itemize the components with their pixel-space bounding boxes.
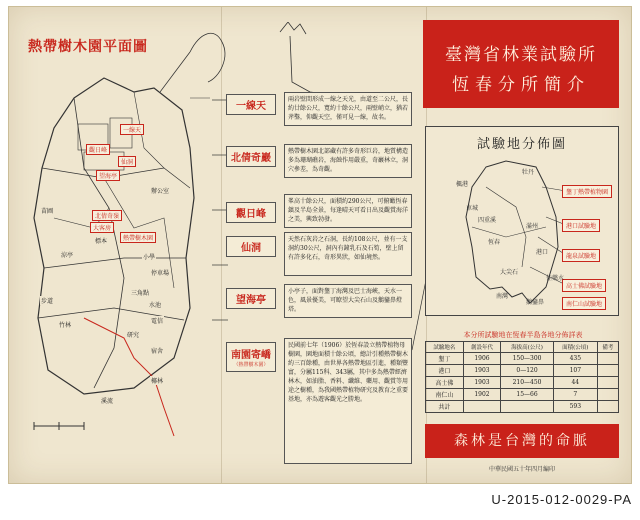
table-row [426,377,619,389]
station-label: 墾丁熱帶植物園 [562,185,612,198]
place-label: 滿州 [526,223,539,230]
table-cell [463,401,501,413]
map-label: 小學 [143,254,156,261]
col-header: 面積(公頃) [553,342,597,353]
site-desc: 小亭子，面對墾丁海灣及巴士海峽，天水一色，風景優美，可瞭望大尖石山及鵝鑾鼻燈塔。 [284,284,412,318]
table-cell: 210—450 [501,377,553,389]
station-label: 高士佛試驗地 [562,279,606,292]
site-desc: 兩岩壁間形成一線之天光，由道至二公尺，長約廿餘公尺，寬約十餘公尺，兩壁峭立，猶若斧鑿，仰觀天空，僅可見一線，故名。 [284,92,412,126]
site-name [226,342,276,372]
table-cell: 共計 [426,401,464,413]
table-cell: 107 [553,365,597,377]
banner-subtitle: 恆春分所簡介 [452,75,590,95]
table-cell: 墾丁 [426,353,464,365]
place-label: 鵝鑾鼻 [526,299,545,306]
station-label: 龍泉試驗地 [562,249,600,262]
col-header: 備考 [597,342,618,353]
site-desc: 熱帶樹木園北部藏有許多奇形巨岩，地質構造多為珊瑚礁岩，海蝕作用嚴重，奇巖林立，洞穴參差，為奇觀。 [284,144,412,178]
col-header: 海拔高(公尺) [501,342,553,353]
map-marker: 北倩奇嶺 [92,210,122,221]
table-cell: 港口 [426,365,464,377]
table-cell: 150—300 [501,353,553,365]
site-desc: 峯高十餘公尺，面積約290公尺，可俯瞰恆春鎮及半島全景，每逢晴天可看日出及觀賞海洋之美，興致勃發。 [284,194,412,228]
map-label: 電信 [151,318,164,325]
table-row [426,389,619,401]
catalog-id: U-2015-012-0029-PA [491,492,632,507]
table-header-row [426,342,619,353]
place-label: 大尖石 [500,269,519,276]
place-label: 牡丹 [522,169,535,176]
table-cell [597,365,618,377]
table-cell [597,401,618,413]
table-cell: 435 [553,353,597,365]
garden-map [14,58,210,438]
site-name: 觀日峰 [226,202,276,223]
map-label: 三角點 [131,290,150,297]
table-cell: 1906 [463,353,501,365]
table-cell [597,389,618,401]
site-name: 仙洞 [226,236,276,257]
map-label: 停車場 [151,270,170,277]
station-label: 南仁山試驗地 [562,297,606,310]
map-label: 溪流 [101,398,114,405]
site-desc: 天然石灰岩之石洞，長約108公尺，並有一支洞約30公尺，洞內有鐘乳石及石筍，壁上留有許多化石，奇形異狀，如仙境然。 [284,232,412,276]
slogan-banner: 森林是台灣的命脈 [425,424,619,458]
place-label: 港口 [536,249,549,256]
place-label: 四重溪 [478,217,497,224]
map-marker: 大客房 [90,222,114,233]
site-name-text: 南園寄嶠 [231,350,271,361]
map-marker: 觀日峰 [86,144,110,155]
map-label: 步道 [41,298,54,305]
table-row [426,365,619,377]
map-title: 熱帶樹木園平面圖 [28,39,148,55]
map-label: 椰林 [151,378,164,385]
distribution-title: 試驗地分佈圖 [476,137,567,152]
table-row [426,353,619,365]
place-label: 佳樂水 [546,275,565,282]
site-name-sub: （熱帶樹木園） [233,362,269,368]
table-cell: 1902 [463,389,501,401]
map-marker: 一線天 [120,124,144,135]
distribution-map [425,126,619,316]
place-label: 車城 [466,205,479,212]
table-cell: 1903 [463,377,501,389]
banner-title: 臺灣省林業試驗所 [445,45,597,65]
site-name: 北倩奇巖 [226,146,276,167]
col-header: 試驗地名 [426,342,464,353]
map-marker: 仙洞 [118,156,136,167]
table-cell: 7 [553,389,597,401]
map-label: 宿舍 [151,348,164,355]
table-cell: 高士佛 [426,377,464,389]
table-cell [597,353,618,365]
map-label: 竹林 [59,322,72,329]
table-total-row [426,401,619,413]
map-label: 涼亭 [61,252,74,259]
place-label: 恆春 [488,239,501,246]
col-header: 創設年代 [463,342,501,353]
table-cell [501,401,553,413]
title-banner [423,20,619,108]
site-desc: 民國前七年（1906）於恆春設立熱帶植物母樹園，園地面積十餘公頃，總計引種熱帶樹木約三百餘種，由世界各熱帶地區引進，種類豐富，分屬115科、343屬，其中多為熱帶經濟林木，如油脂、香料、纖維、藥用、觀賞等用途之樹種，為我國熱帶植物研究及教育之重要基地，亦為遊客觀光之勝地。 [284,338,412,464]
stations-table [425,341,619,413]
map-label: 研究 [127,332,140,339]
table-cell: 0—120 [501,365,553,377]
table-cell: 593 [553,401,597,413]
map-label: 辦公室 [151,188,170,195]
publication-date: 中華民國五十年四月編印 [488,466,555,473]
map-marker: 望海亭 [96,170,120,181]
place-label: 楓港 [456,181,469,188]
map-marker: 熱帶樹木園 [120,232,156,243]
table-cell: 15—66 [501,389,553,401]
station-label: 港口試驗地 [562,219,600,232]
map-label: 水池 [149,302,162,309]
table-cell: 南仁山 [426,389,464,401]
table-cell: 44 [553,377,597,389]
map-label: 苗圃 [41,208,54,215]
table-cell: 1903 [463,365,501,377]
table-title: 本分所試驗地在恆春半島各地分佈詳表 [463,331,583,339]
site-name: 一線天 [226,94,276,115]
table-cell [597,377,618,389]
site-name: 望海亭 [226,288,276,309]
place-label: 南灣 [496,293,509,300]
map-label: 標本 [95,238,108,245]
